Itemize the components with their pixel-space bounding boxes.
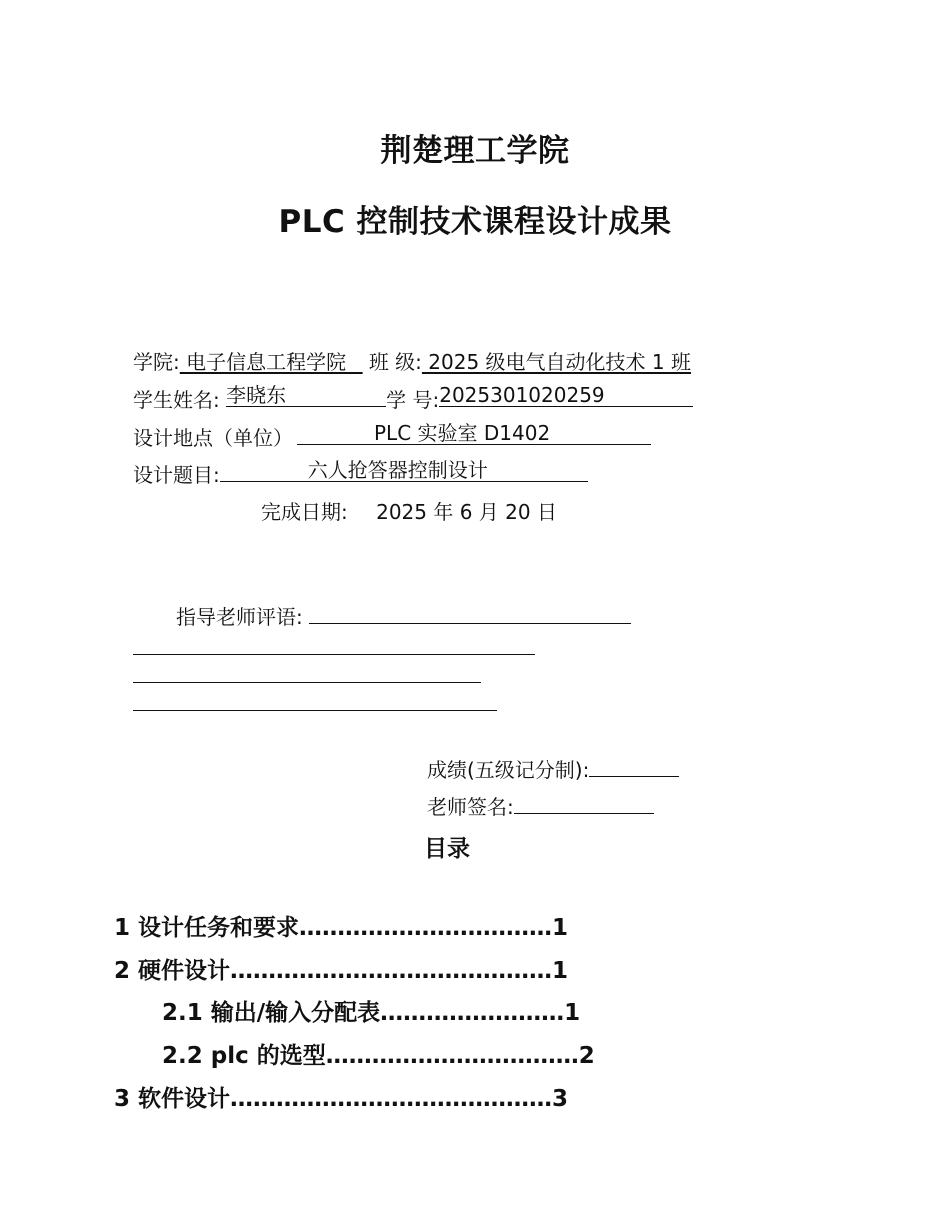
student-name-value: 李晓东 xyxy=(226,383,287,407)
topic-value: 六人抢答器控制设计 xyxy=(307,458,488,482)
comment-line-2 xyxy=(133,654,535,655)
class-label: 班 级: xyxy=(362,350,422,374)
score-label: 成绩(五级记分制): xyxy=(427,758,590,782)
date-label: 完成日期: xyxy=(261,500,348,524)
topic-field xyxy=(220,458,588,482)
student-name-field xyxy=(226,383,386,407)
document-title: PLC 控制技术课程设计成果 xyxy=(278,204,672,240)
toc-item[interactable]: 3 软件设计……………………………………3 xyxy=(114,1086,569,1112)
comment-line-4 xyxy=(133,710,497,711)
topic-label: 设计题目: xyxy=(133,463,220,487)
student-number-label: 学 号: xyxy=(386,388,440,412)
school-name: 荆楚理工学院 xyxy=(380,133,570,169)
score-row xyxy=(427,756,679,783)
student-number-field xyxy=(439,383,693,407)
place-row xyxy=(133,421,651,451)
place-value: PLC 实验室 D1402 xyxy=(374,421,551,445)
comment-label: 指导老师评语: xyxy=(176,605,303,629)
student-name-label: 学生姓名: xyxy=(133,388,220,412)
signature-row xyxy=(427,793,654,820)
toc-item[interactable]: 2 硬件设计……………………………………1 xyxy=(114,958,569,984)
date-row xyxy=(261,499,557,525)
signature-field xyxy=(514,793,654,814)
toc-item[interactable]: 2.1 输出/输入分配表……………………1 xyxy=(162,1000,581,1026)
comment-row xyxy=(176,603,631,630)
college-value: 电子信息工程学院 xyxy=(179,350,353,374)
college-label: 学院: xyxy=(133,350,180,374)
toc-item[interactable]: 2.2 plc 的选型……………………………2 xyxy=(162,1043,595,1069)
place-label: 设计地点（单位） xyxy=(133,426,293,450)
signature-label: 老师签名: xyxy=(427,795,514,819)
toc-item[interactable]: 1 设计任务和要求……………………………1 xyxy=(114,915,569,941)
comment-line-3 xyxy=(133,682,481,683)
score-field xyxy=(589,756,679,777)
toc-heading: 目录 xyxy=(424,836,470,862)
student-row xyxy=(133,383,693,413)
student-number-value: 2025301020259 xyxy=(439,383,605,407)
topic-row xyxy=(133,458,588,488)
place-field xyxy=(297,421,651,445)
date-value: 2025 年 6 月 20 日 xyxy=(376,500,557,524)
college-class-row xyxy=(133,349,691,375)
college-tail: _ xyxy=(352,350,363,374)
class-value: 2025 级电气自动化技术 1 班 xyxy=(421,350,691,374)
comment-line-1 xyxy=(309,603,631,624)
